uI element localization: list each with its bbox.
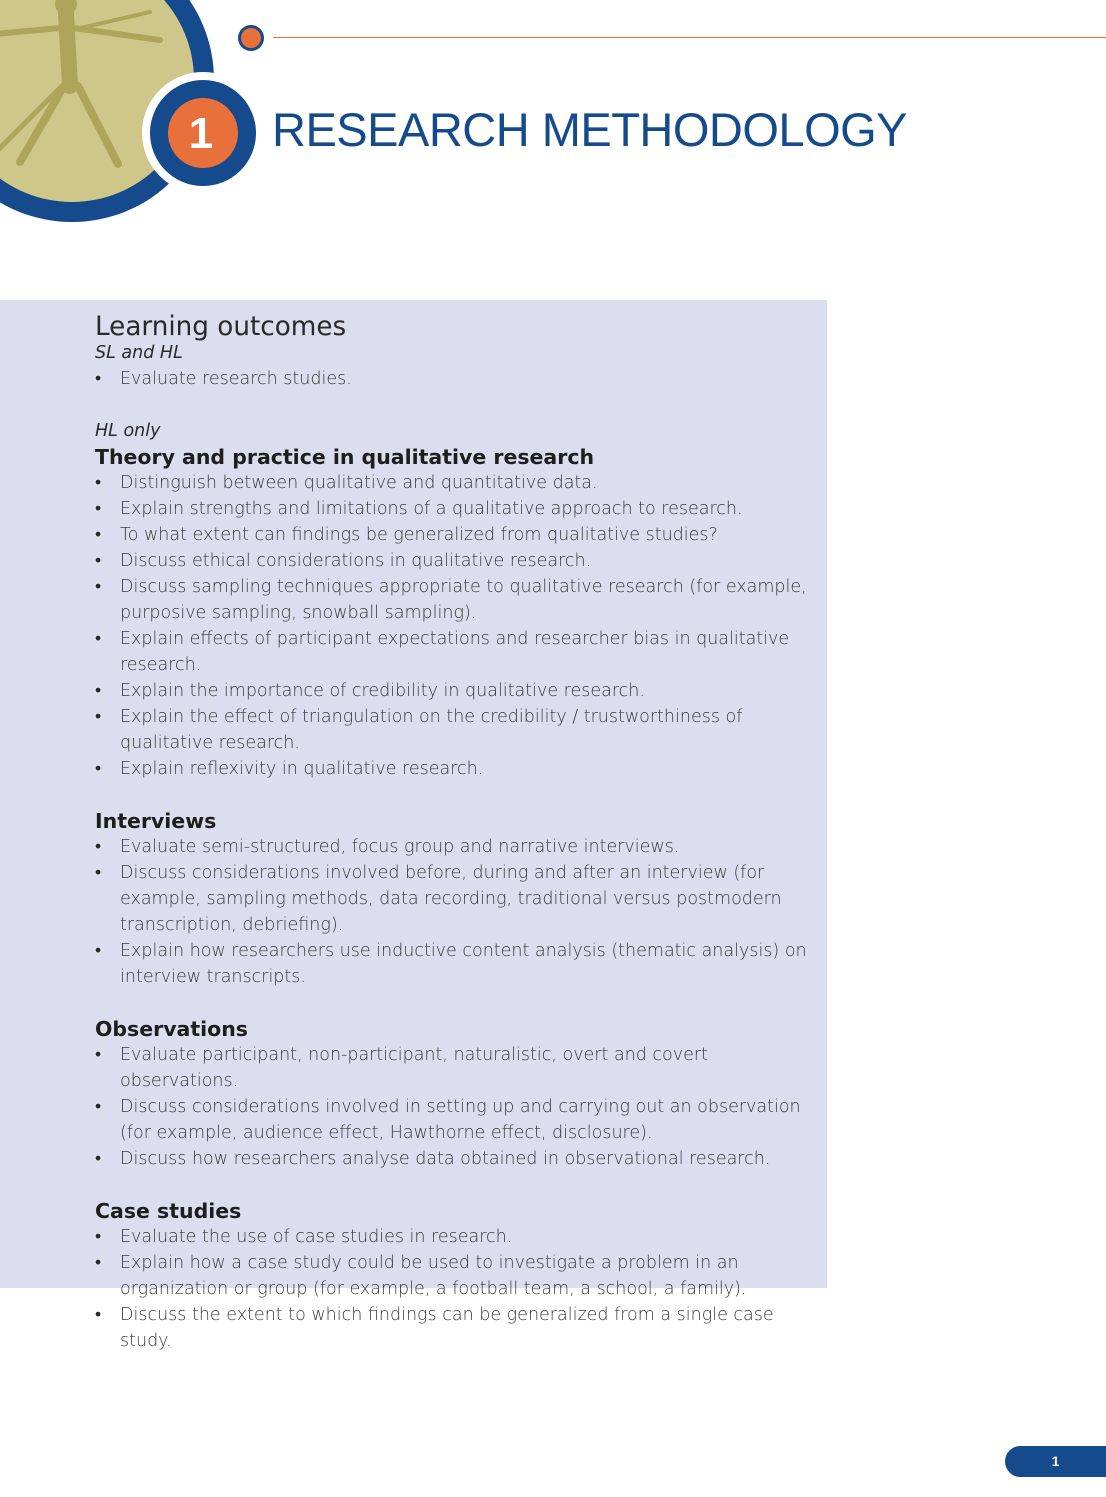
section-title-interviews: Interviews [95, 809, 217, 833]
list-item: • Evaluate participant, non-participant, naturalistic, overt and covert observations. [95, 1042, 815, 1094]
list-item: • Explain how researchers use inductive content analysis (thematic analysis) on interview transcripts. [95, 938, 815, 990]
list-item: • To what extent can findings be generalized from qualitative studies? [95, 522, 815, 548]
learning-outcomes-heading: Learning outcomes [95, 312, 347, 342]
list-item: • Evaluate the use of case studies in research. [95, 1224, 815, 1250]
list-item: • Explain the importance of credibility in qualitative research. [95, 678, 815, 704]
list-item: • Discuss considerations involved before, during and after an interview (for example, sampling methods, data recording, traditional versus postmodern transcription, debriefing). [95, 860, 815, 938]
list-item: • Explain reflexivity in qualitative research. [95, 756, 815, 782]
hl-only-label: HL only [95, 421, 161, 441]
list-item: • Discuss ethical considerations in qualitative research. [95, 548, 815, 574]
list-item: • Explain strengths and limitations of a qualitative approach to research. [95, 496, 815, 522]
list-item: • Explain effects of participant expectations and researcher bias in qualitative research. [95, 626, 815, 678]
list-item: • Explain how a case study could be used to investigate a problem in an organization or group (for example, a football team, a school, a family). [95, 1250, 815, 1302]
learning-outcomes-panel [0, 300, 827, 1351]
header-rule [273, 37, 1106, 38]
list-item: • Discuss the extent to which findings can be generalized from a single case study. [95, 1302, 815, 1354]
list-item: • Discuss considerations involved in setting up and carrying out an observation (for example, audience effect, Hawthorne effect, disclosure). [95, 1094, 815, 1146]
list-item: • Evaluate semi-structured, focus group and narrative interviews. [95, 834, 815, 860]
case-studies-list [95, 1224, 815, 1354]
list-item: • Explain the effect of triangulation on the credibility / trustworthiness of qualitative research. [95, 704, 815, 756]
section-title-case-studies: Case studies [95, 1199, 242, 1223]
list-item: • Distinguish between qualitative and quantitative data. [95, 470, 815, 496]
list-item: • Discuss sampling techniques appropriate to qualitative research (for example, purposive sampling, snowball sampling). [95, 574, 815, 626]
sl-hl-list [95, 366, 815, 392]
vitruvian-figure-icon [0, 0, 280, 240]
section-title-observations: Observations [95, 1017, 248, 1041]
page-number: 1 [1005, 1446, 1106, 1477]
sl-hl-label: SL and HL [95, 343, 183, 363]
list-item: • Evaluate research studies. [95, 366, 815, 392]
qualitative-research-list [95, 470, 815, 782]
chapter-number: 1 [188, 109, 214, 158]
page-title: RESEARCH METHODOLOGY [272, 103, 908, 156]
list-item: • Discuss how researchers analyse data obtained in observational research. [95, 1146, 815, 1172]
interviews-list [95, 834, 815, 990]
section-title-qualitative-research: Theory and practice in qualitative research [95, 445, 595, 469]
observations-list [95, 1042, 815, 1172]
learning-outcomes-content [95, 314, 815, 1354]
chapter-emblem [0, 0, 280, 240]
